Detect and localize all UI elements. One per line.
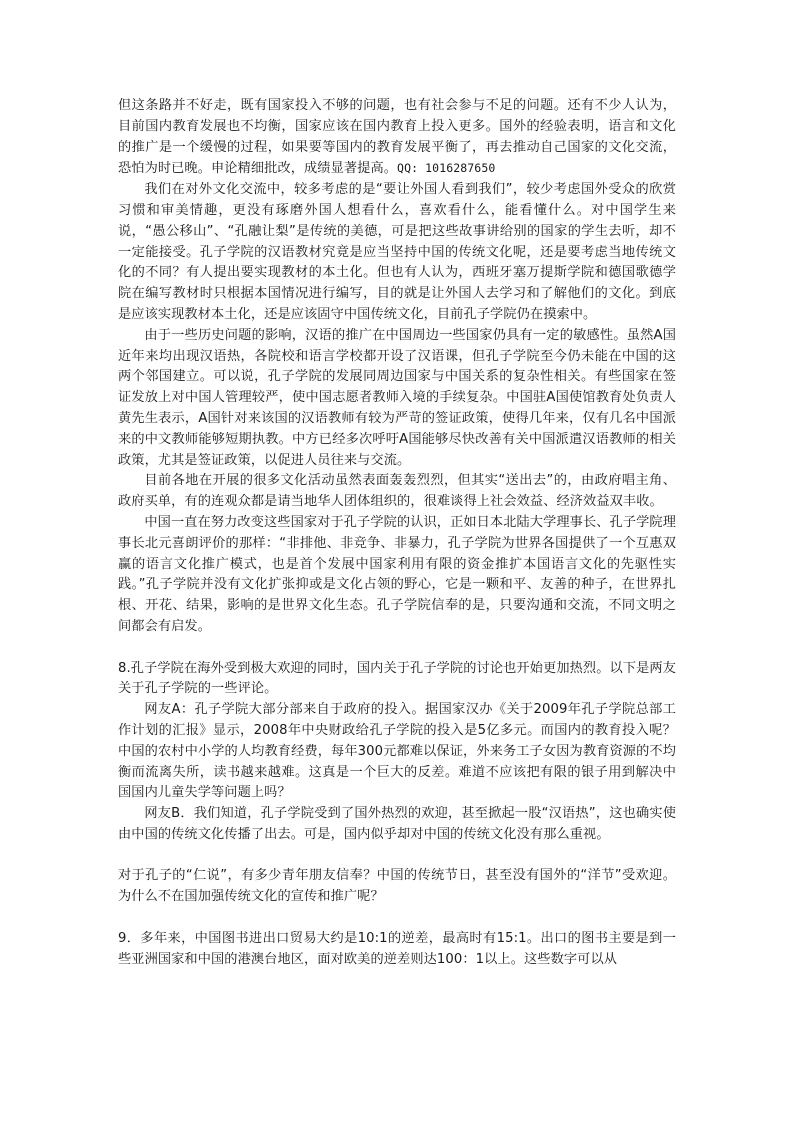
paragraph-gap bbox=[118, 638, 676, 659]
paragraph-netizen-a: 网友A：孔子学院大部分部来自于政府的投入。据国家汉办《关于2009年孔子学院总部工作计划的汇报》显示，2008年中央财政给孔子学院的投入是5亿多元。而国内的教育投入呢？中国的农村中小学的人均教育经费，每年300元都难以保证，外来务工子女因为教育资源的不均衡而流离失所，读书越来越难。这真是一个巨大的反差。难道不应该把有限的银子用到解决中国国内儿童失学等问题上吗？ bbox=[118, 702, 676, 801]
paragraph-text: 但这条路并不好走，既有国家投入不够的问题，也有社会参与不足的问题。还有不少人认为，目前国内教育发展也不均衡，国家应该在国内教育上投入更多。国外的经验表明，语言和文化的推广是一个缓慢的过程，如果要等国内的教育发展平衡了，再去推动自己国家的文化交流，恐怕为时已晚。申论精细批改，成绩显著提高。 bbox=[118, 98, 676, 177]
paragraph-gap bbox=[118, 846, 676, 867]
paragraph-gap bbox=[118, 908, 676, 929]
paragraph-confucius-question: 对于孔子的“仁说”，有多少青年朋友信奉？中国的传统节日，甚至没有国外的“洋节”受欢迎。为什么不在国加强传统文化的宣传和推广呢？ bbox=[118, 868, 676, 905]
paragraph-cultural-exchange: 我们在对外文化交流中，较多考虑的是“要让外国人看到我们”，较少考虑国外受众的欣赏习惯和审美情趣，更没有琢磨外国人想看什么，喜欢看什么，能看懂什么。对中国学生来说，“愚公移山”、“孔融让梨”是传统的美德，可是把这些故事讲给别的国家的学生去听，却不一定能接受。孔子学院的汉语教材究竟是应当坚持中国的传统文化呢，还是要考虑当地传统文化的不同？有人提出要实现教材的本土化。但也有人认为，西班牙塞万提斯学院和德国歌德学院在编写教材时只根据本国情况进行编写，目的就是让外国人去学习和了解他们的文化。到底是应该实现教材本土化，还是应该固守中国传统文化，目前孔子学院仍在摸索中。 bbox=[118, 182, 676, 322]
paragraph-item-9: 9．多年来，中国图书进出口贸易大约是10:1的逆差，最高时有15:1。出口的图书主要是到一些亚洲国家和中国的港澳台地区，面对欧美的逆差则达100：1以上。这些数字可以从 bbox=[118, 930, 676, 967]
paragraph-funding-issues bbox=[118, 96, 676, 180]
paragraph-item-8: 8.孔子学院在海外受到极大欢迎的同时，国内关于孔子学院的讨论也开始更加热烈。以下是两友关于孔子学院的一些评论。 bbox=[118, 660, 676, 697]
qq-contact: QQ: 1016287650 bbox=[397, 161, 496, 176]
paragraph-historical-sensitivity: 由于一些历史问题的影响，汉语的推广在中国周边一些国家仍具有一定的敏感性。虽然A国近年来均出现汉语热，各院校和语言学校都开设了汉语课，但孔子学院至今仍未能在中国的这两个邻国建立。可以说，孔子学院的发展同周边国家与中国关系的复杂性相关。有些国家在签证发放上对中国人管理较严，使中国志愿者教师入境的手续复杂。中国驻A国使馆教育处负责人黄先生表示，A国针对来该国的汉语教师有较为严苛的签证政策，使得几年来，仅有几名中国派来的中文教师能够短期执教。中方已经多次呼吁A国能够尽快改善有关中国派遣汉语教师的相关政策，尤其是签证政策，以促进人员往来与交流。 bbox=[118, 327, 676, 468]
document-body bbox=[118, 96, 676, 970]
paragraph-changing-perceptions: 中国一直在努力改变这些国家对于孔子学院的认识，正如日本北陆大学理事长、孔子学院理事长北元喜朗评价的那样：“非排他、非竞争、非暴力，孔子学院为世界各国提供了一个互惠双赢的语言文化推广模式，也是首个发展中国家利用有限的资金推扩本国语言文化的先驱性实践。”孔子学院并没有文化扩张抑或是文化占领的野心，它是一颗和平、友善的种子，在世界扎根、开花、结果，影响的是世界文化生态。孔子学院信奉的是，只要沟通和交流，不同文明之间都会有启发。 bbox=[118, 514, 676, 634]
paragraph-cultural-activities: 目前各地在开展的很多文化活动虽然表面轰轰烈烈，但其实“送出去”的，由政府唱主角、政府买单，有的连观众都是请当地华人团体组织的，很难谈得上社会效益、经济效益双丰收。 bbox=[118, 473, 676, 510]
paragraph-netizen-b: 网友B．我们知道，孔子学院受到了国外热烈的欢迎，甚至掀起一股“汉语热”，这也确实使由中国的传统文化传播了出去。可是，国内似乎却对中国的传统文化没有那么重视。 bbox=[118, 806, 676, 842]
